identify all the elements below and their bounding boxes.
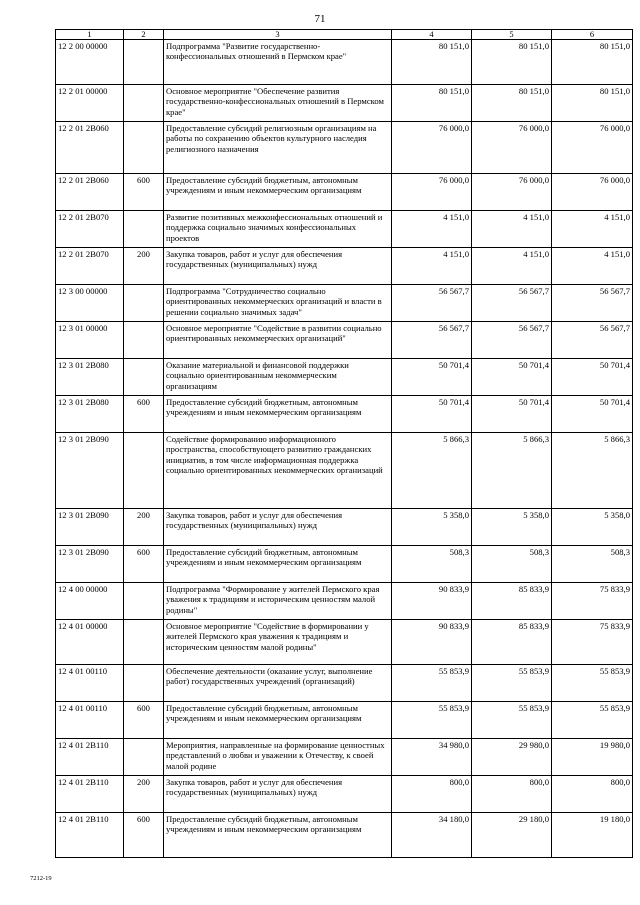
item-name: Предоставление субсидий религиозным организациям на работы по сохранению объектов культурного наследия религиозного назначения [164,122,392,174]
budget-code: 12 2 01 2В070 [56,211,124,248]
amount-col4: 90 833,9 [392,620,472,665]
table-row [56,322,633,359]
budget-code: 12 4 01 00000 [56,620,124,665]
amount-col5: 4 151,0 [472,248,552,285]
expense-type: 600 [124,174,164,211]
amount-col5: 80 151,0 [472,85,552,122]
amount-col6: 76 000,0 [552,122,633,174]
item-name: Основное мероприятие "Содействие в развитии социально ориентированных некоммерческих организаций" [164,322,392,359]
amount-col6: 56 567,7 [552,322,633,359]
budget-code: 12 2 00 00000 [56,40,124,85]
amount-col5: 29 180,0 [472,813,552,858]
budget-code: 12 3 01 2В090 [56,509,124,546]
amount-col4: 76 000,0 [392,174,472,211]
amount-col4: 508,3 [392,546,472,583]
col-header-3: 3 [164,30,392,40]
amount-col6: 55 853,9 [552,665,633,702]
page-number: 71 [314,13,326,25]
item-name: Основное мероприятие "Содействие в формировании у жителей Пермского края уважения к традициям и историческим ценностям малой родины" [164,620,392,665]
expense-type [124,322,164,359]
amount-col4: 56 567,7 [392,322,472,359]
budget-code: 12 4 01 2В110 [56,813,124,858]
amount-col4: 4 151,0 [392,211,472,248]
budget-code: 12 3 00 00000 [56,285,124,322]
budget-code: 12 4 01 2В110 [56,776,124,813]
budget-code: 12 3 01 2В080 [56,396,124,433]
budget-code: 12 4 01 2В110 [56,739,124,776]
item-name: Содействие формированию информационного пространства, способствующего развитию гражданских инициатив, в том числе информационная поддержка социально ориентированных некоммерческих организаций [164,433,392,509]
expense-type: 200 [124,776,164,813]
amount-col4: 80 151,0 [392,85,472,122]
amount-col5: 4 151,0 [472,211,552,248]
amount-col6: 5 866,3 [552,433,633,509]
table-row [56,739,633,776]
budget-code: 12 3 01 2В090 [56,433,124,509]
item-name: Подпрограмма "Формирование у жителей Пермского края уважения к традициям и историческим ценностям малой родины" [164,583,392,620]
amount-col5: 56 567,7 [472,322,552,359]
table-header-row [56,30,633,40]
amount-col5: 55 853,9 [472,665,552,702]
expense-type [124,40,164,85]
amount-col5: 80 151,0 [472,40,552,85]
amount-col5: 56 567,7 [472,285,552,322]
amount-col4: 55 853,9 [392,702,472,739]
amount-col5: 85 833,9 [472,583,552,620]
table-row [56,359,633,396]
col-header-4: 4 [392,30,472,40]
expense-type [124,359,164,396]
expense-type [124,122,164,174]
amount-col6: 508,3 [552,546,633,583]
budget-code: 12 3 01 2В090 [56,546,124,583]
table-row [56,509,633,546]
item-name: Обеспечение деятельности (оказание услуг, выполнение работ) государственных учреждений (организаций) [164,665,392,702]
amount-col5: 76 000,0 [472,122,552,174]
col-header-5: 5 [472,30,552,40]
table-row [56,40,633,85]
amount-col5: 55 853,9 [472,702,552,739]
table-row [56,546,633,583]
expense-type [124,739,164,776]
amount-col5: 5 866,3 [472,433,552,509]
table-row [56,85,633,122]
amount-col4: 5 866,3 [392,433,472,509]
item-name: Подпрограмма "Развитие государственно-конфессиональных отношений в Пермском крае" [164,40,392,85]
amount-col5: 800,0 [472,776,552,813]
amount-col6: 55 853,9 [552,702,633,739]
budget-code: 12 2 01 2В060 [56,122,124,174]
amount-col4: 56 567,7 [392,285,472,322]
item-name: Закупка товаров, работ и услуг для обеспечения государственных (муниципальных) нужд [164,509,392,546]
table-row [56,248,633,285]
expense-type [124,433,164,509]
amount-col4: 80 151,0 [392,40,472,85]
amount-col5: 508,3 [472,546,552,583]
expense-type [124,211,164,248]
budget-code: 12 3 01 2В080 [56,359,124,396]
budget-code: 12 4 01 00110 [56,702,124,739]
amount-col6: 19 180,0 [552,813,633,858]
expense-type [124,665,164,702]
amount-col6: 4 151,0 [552,248,633,285]
table-row [56,433,633,509]
amount-col5: 76 000,0 [472,174,552,211]
budget-code: 12 3 01 00000 [56,322,124,359]
item-name: Оказание материальной и финансовой поддержки социально ориентированным некоммерческим организациям [164,359,392,396]
amount-col4: 50 701,4 [392,396,472,433]
item-name: Предоставление субсидий бюджетным, автономным учреждениям и иным некоммерческим организациям [164,702,392,739]
expense-type: 200 [124,248,164,285]
amount-col6: 4 151,0 [552,211,633,248]
item-name: Мероприятия, направленные на формирование ценностных представлений о любви и уважении к Отечеству, к своей малой родине [164,739,392,776]
amount-col6: 76 000,0 [552,174,633,211]
table-row [56,620,633,665]
table-row [56,583,633,620]
expense-type: 600 [124,702,164,739]
item-name: Предоставление субсидий бюджетным, автономным учреждениям и иным некоммерческим организациям [164,546,392,583]
amount-col6: 800,0 [552,776,633,813]
amount-col6: 75 833,9 [552,620,633,665]
table-row [56,776,633,813]
amount-col5: 50 701,4 [472,396,552,433]
table-row [56,702,633,739]
amount-col6: 80 151,0 [552,40,633,85]
item-name: Закупка товаров, работ и услуг для обеспечения государственных (муниципальных) нужд [164,776,392,813]
footer-code: 7212-19 [30,875,52,882]
amount-col4: 90 833,9 [392,583,472,620]
expense-type: 200 [124,509,164,546]
item-name: Подпрограмма "Сотрудничество социально ориентированных некоммерческих организаций и власти в решении социально значимых задач" [164,285,392,322]
item-name: Предоставление субсидий бюджетным, автономным учреждениям и иным некоммерческим организациям [164,813,392,858]
amount-col6: 56 567,7 [552,285,633,322]
col-header-6: 6 [552,30,633,40]
amount-col5: 50 701,4 [472,359,552,396]
item-name: Закупка товаров, работ и услуг для обеспечения государственных (муниципальных) нужд [164,248,392,285]
col-header-2: 2 [124,30,164,40]
amount-col4: 5 358,0 [392,509,472,546]
budget-code: 12 4 01 00110 [56,665,124,702]
budget-code: 12 2 01 00000 [56,85,124,122]
expense-type [124,285,164,322]
item-name: Предоставление субсидий бюджетным, автономным учреждениям и иным некоммерческим организациям [164,174,392,211]
expense-type [124,620,164,665]
expense-type [124,583,164,620]
expense-type: 600 [124,546,164,583]
col-header-1: 1 [56,30,124,40]
table-row [56,813,633,858]
table-row [56,396,633,433]
expense-type: 600 [124,396,164,433]
amount-col6: 19 980,0 [552,739,633,776]
amount-col6: 50 701,4 [552,396,633,433]
amount-col4: 55 853,9 [392,665,472,702]
table-row [56,174,633,211]
amount-col6: 5 358,0 [552,509,633,546]
budget-code: 12 4 00 00000 [56,583,124,620]
amount-col5: 29 980,0 [472,739,552,776]
amount-col5: 5 358,0 [472,509,552,546]
expense-type [124,85,164,122]
amount-col4: 76 000,0 [392,122,472,174]
table-row [56,665,633,702]
budget-code: 12 2 01 2В060 [56,174,124,211]
amount-col4: 34 980,0 [392,739,472,776]
item-name: Развитие позитивных межконфессиональных отношений и поддержка социально значимых конфессиональных проектов [164,211,392,248]
amount-col5: 85 833,9 [472,620,552,665]
budget-table [55,29,633,858]
amount-col6: 80 151,0 [552,85,633,122]
amount-col6: 50 701,4 [552,359,633,396]
amount-col4: 50 701,4 [392,359,472,396]
expense-type: 600 [124,813,164,858]
amount-col4: 4 151,0 [392,248,472,285]
item-name: Предоставление субсидий бюджетным, автономным учреждениям и иным некоммерческим организациям [164,396,392,433]
amount-col4: 800,0 [392,776,472,813]
amount-col6: 75 833,9 [552,583,633,620]
table-row [56,211,633,248]
budget-code: 12 2 01 2В070 [56,248,124,285]
amount-col4: 34 180,0 [392,813,472,858]
table-row [56,122,633,174]
table-row [56,285,633,322]
item-name: Основное мероприятие "Обеспечение развития государственно-конфессиональных отношений в Пермском крае" [164,85,392,122]
